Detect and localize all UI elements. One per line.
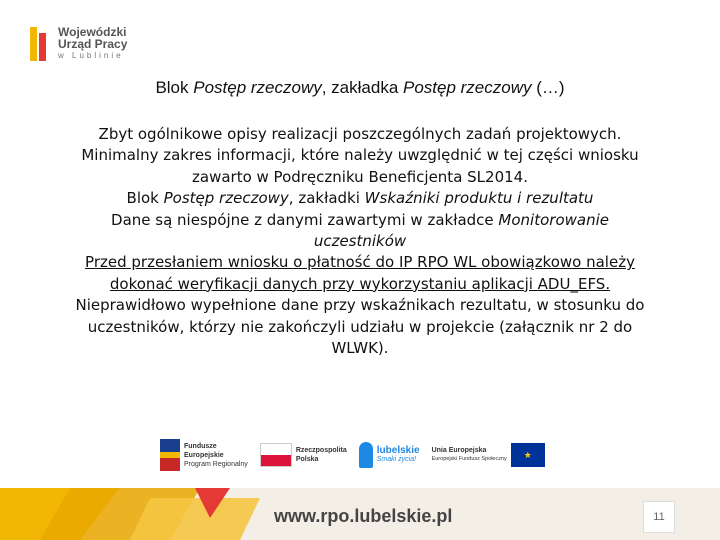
fe-icon	[160, 439, 180, 471]
fundusze-europejskie-logo: Fundusze Europejskie Program Regionalny	[160, 432, 248, 478]
logo-line-3: w Lublinie	[58, 51, 124, 60]
unia-europejska-logo: Unia Europejska Europejski Fundusz Społeczny ★	[432, 432, 545, 478]
wup-logo-mark	[30, 27, 50, 61]
funding-logos	[160, 432, 545, 478]
polish-flag-icon	[260, 443, 292, 467]
paragraph-3: Dane są niespójne z danymi zawartymi w zakładce Monitorowanie uczestników	[111, 210, 609, 251]
rzeczpospolita-logo: Rzeczpospolita Polska	[260, 432, 347, 478]
wup-logo-text	[58, 26, 127, 62]
eu-flag-icon: ★	[511, 443, 545, 467]
paragraph-1: Zbyt ogólnikowe opisy realizacji poszczególnych zadań projektowych. Minimalny zakres informacji, które należy uwzględnić w tej części wniosku zawarto w Podręczniku Beneficjenta SL2014.	[81, 125, 639, 186]
slide-content	[70, 124, 650, 359]
wup-logo	[30, 26, 127, 62]
footer-url: www.rpo.lubelskie.pl	[274, 506, 453, 526]
paragraph-2: Blok Postęp rzeczowy, zakładki Wskaźniki produktu i rezultatu	[126, 189, 594, 208]
lubelskie-logo: lubelskie Smaki życia!	[359, 432, 420, 478]
logo-line-1: Wojewódzki	[58, 25, 127, 39]
lubelskie-icon	[359, 442, 373, 468]
paragraph-4: Przed przesłaniem wniosku o płatność do IP RPO WL obowiązkowo należy dokonać weryfikacji danych przy wykorzystaniu aplikacji ADU_EFS.	[85, 253, 635, 293]
page-number: 11	[643, 501, 675, 533]
footer-decoration	[0, 488, 270, 540]
slide-title: Blok Postęp rzeczowy, zakładka Postęp rzeczowy (…)	[155, 78, 565, 97]
paragraph-5: Nieprawidłowo wypełnione dane przy wskaźnikach rezultatu, w stosunku do uczestników, którzy nie zakończyli udziału w projekcie (załącznik nr 2 do WLWK).	[75, 296, 645, 358]
logo-line-2: Urząd Pracy	[58, 37, 128, 51]
